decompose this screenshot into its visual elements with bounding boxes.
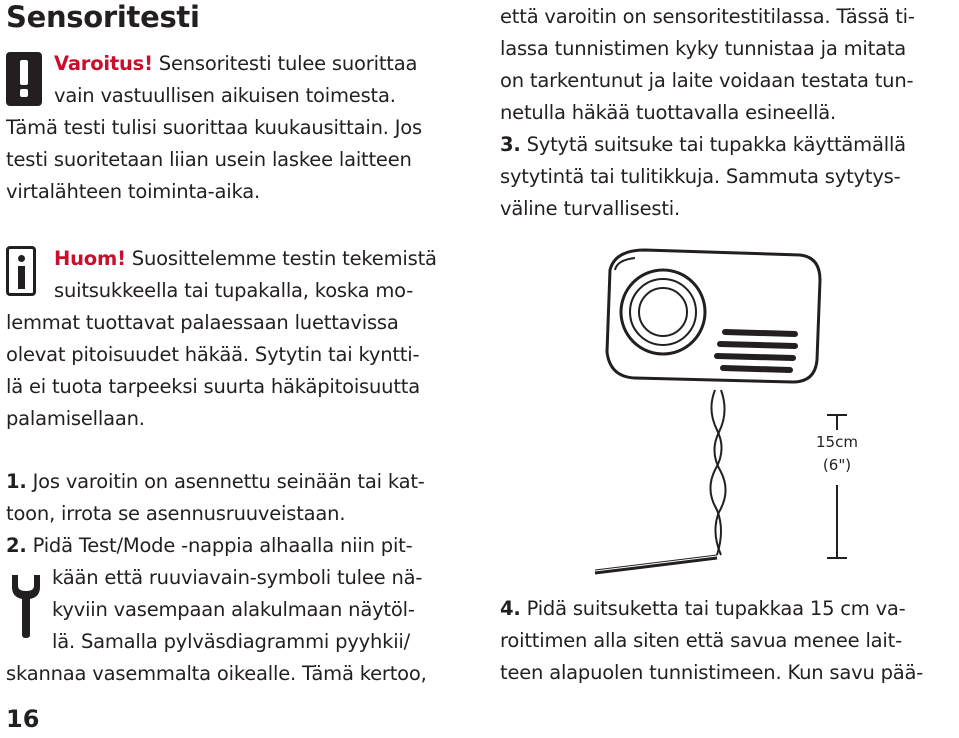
warning-line: Tämä testi tulisi suorittaa kuukausittain. Jos bbox=[6, 116, 422, 139]
step-2: 2. Pidä Test/Mode -nappia alhaalla niin pit- bbox=[6, 534, 413, 557]
step-3: 3. Sytytä suitsuke tai tupakka käyttämällä bbox=[500, 133, 906, 156]
step-2-continued: että varoitin on sensoritestitilassa. Tässä ti- bbox=[500, 5, 915, 28]
warning-label: Varoitus! bbox=[54, 52, 153, 75]
dimension-cm: 15cm bbox=[816, 433, 858, 451]
step-4-line: roittimen alla siten että savua menee lait- bbox=[500, 629, 902, 652]
warning-paragraph: Varoitus! Sensoritesti tulee suorittaa vain vastuullisen aikuisen toimesta. Tämä testi tulisi suorittaa kuukausittain. Jos testi suoritetaan liian usein laskee laitteen virtalähteen toiminta-aika. bbox=[6, 48, 422, 208]
step-3-line: väline turvallisesti. bbox=[500, 197, 681, 220]
page-title: Sensoritesti bbox=[6, 0, 200, 34]
step-2-line: kään että ruuviavain-symboli tulee nä- bbox=[52, 566, 423, 589]
step-1-line: toon, irrota se asennusruuveistaan. bbox=[6, 502, 346, 525]
note-line: olevat pitoisuudet häkää. Sytytin tai kyntti- bbox=[6, 343, 420, 366]
step-2-line: kyviin vasempaan alakulmaan näytöl- bbox=[52, 598, 415, 621]
note-line: lä ei tuota tarpeeksi suurta häkäpitoisuutta bbox=[6, 375, 420, 398]
step-2-continued: netulla häkää tuottavalla esineellä. bbox=[500, 101, 837, 124]
warning-line: virtalähteen toiminta-aika. bbox=[6, 180, 260, 203]
note-line: lemmat tuottavat palaessaan luettavissa bbox=[6, 311, 399, 334]
step-4: 4. Pidä suitsuketta tai tupakkaa 15 cm va- bbox=[500, 597, 906, 620]
warning-line: vain vastuullisen aikuisen toimesta. bbox=[54, 84, 396, 107]
steps-left bbox=[6, 466, 427, 690]
step-2-line: skannaa vasemmalta oikealle. Tämä kertoo, bbox=[6, 662, 427, 685]
note-line: suitsukkeella tai tupakalla, koska mo- bbox=[54, 279, 414, 302]
note-paragraph: Huom! Suosittelemme testin tekemistä suitsukkeella tai tupakalla, koska mo- lemmat tuottavat palaessaan luettavissa olevat pitoisuudet häkää. Sytytin tai kyntti- lä ei tuota tarpeeksi suurta häkäpitoisuutta palamisellaan. bbox=[6, 243, 437, 435]
warning-line: testi suoritetaan liian usein laskee laitteen bbox=[6, 148, 412, 171]
step-4-line: teen alapuolen tunnistimeen. Kun savu pää- bbox=[500, 661, 924, 684]
note-line: palamisellaan. bbox=[6, 407, 145, 430]
step-3-line: sytytintä tai tulitikkuja. Sammuta sytytys- bbox=[500, 165, 901, 188]
note-label: Huom! bbox=[54, 247, 126, 270]
detector-illustration bbox=[555, 240, 955, 600]
step-1: 1. Jos varoitin on asennettu seinään tai kat- bbox=[6, 470, 425, 493]
step-2-continued: lassa tunnistimen kyky tunnistaa ja mitata bbox=[500, 37, 907, 60]
step-4-paragraph bbox=[500, 593, 923, 689]
wrench-icon bbox=[8, 573, 44, 639]
dimension-in: (6") bbox=[822, 456, 852, 474]
step-2-continued: on tarkentunut ja laite voidaan testata tun- bbox=[500, 69, 914, 92]
steps-right bbox=[500, 1, 915, 225]
page-number: 16 bbox=[6, 705, 40, 733]
step-2-line: lä. Samalla pylväsdiagrammi pyyhkii/ bbox=[52, 630, 411, 653]
